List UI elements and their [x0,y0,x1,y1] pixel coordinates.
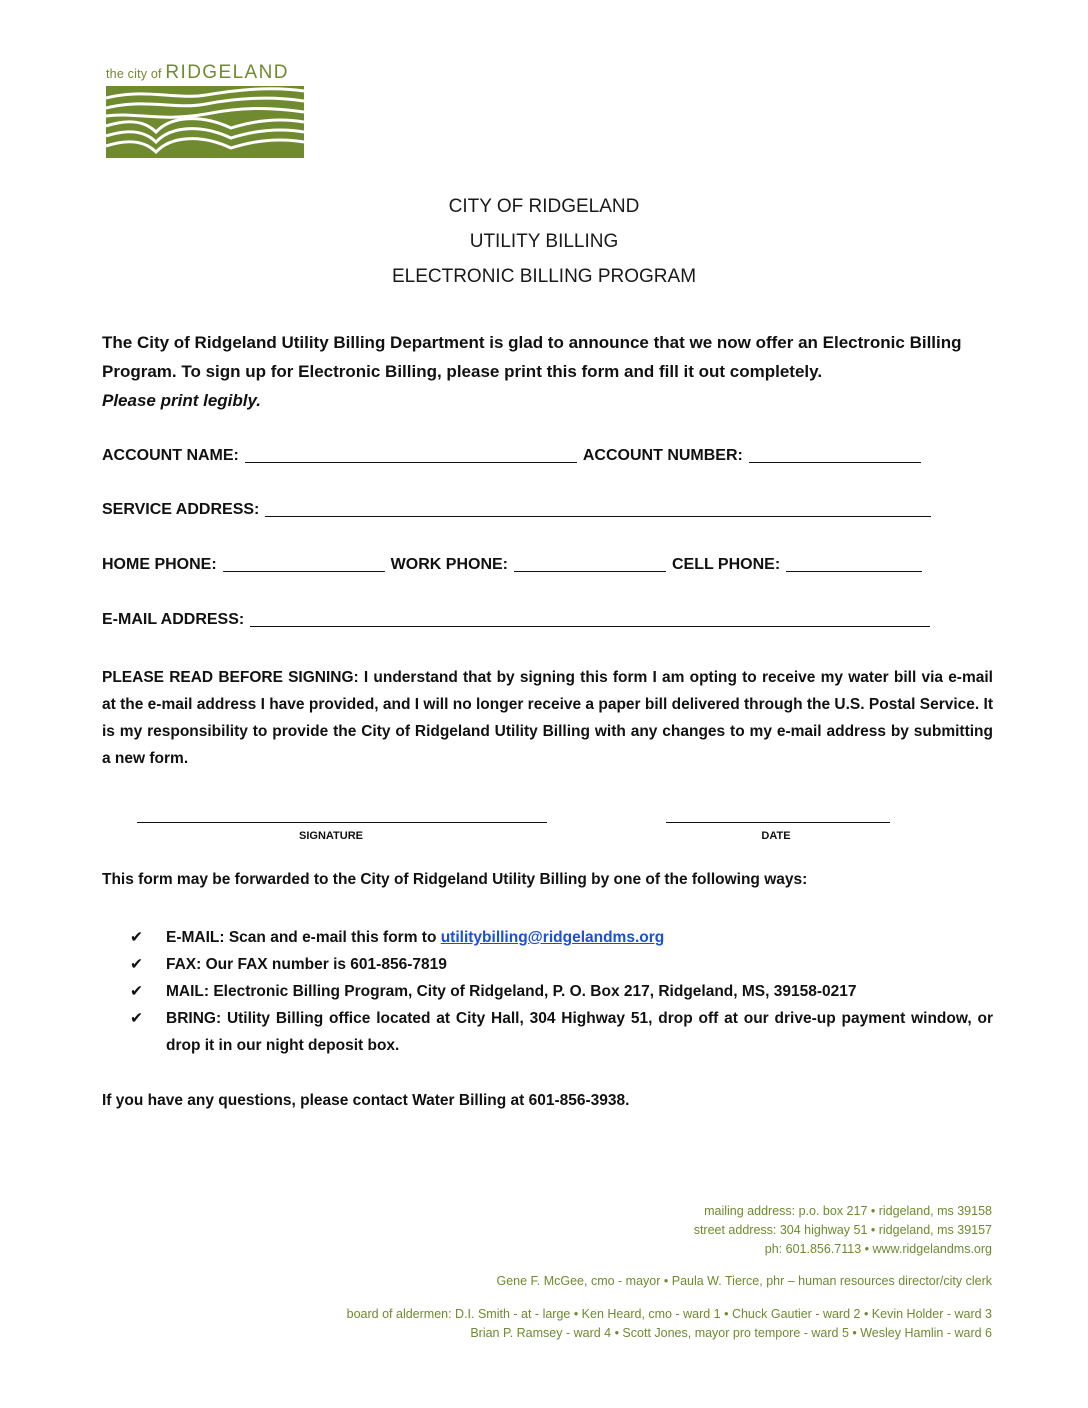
home-phone-line[interactable] [223,555,385,572]
date-label: DATE [761,830,791,842]
home-phone-label: HOME PHONE: [102,556,217,573]
wave-emblem-icon [106,86,304,158]
email-address-label: E-MAIL ADDRESS: [102,611,245,628]
phone-row [102,555,928,574]
intro-text: The City of Ridgeland Utility Billing Department is glad to announce that we now offer an Electronic Billing Program. To sign up for Electronic Billing, please print this form and fill it out completely. [102,333,962,381]
method-bring-text: BRING: Utility Billing office located at City Hall, 304 Highway 51, drop off at our drive-up payment window, or drop it in our night deposit box. [166,1010,993,1054]
service-address-line[interactable] [265,500,931,517]
email-address-line[interactable] [250,610,930,627]
service-address-row [102,500,937,519]
signature-line[interactable] [137,822,547,823]
work-phone-line[interactable] [514,555,666,572]
method-fax [130,951,993,978]
checkmark-icon: ✔ [130,1010,143,1027]
footer-board-line1: board of aldermen: D.I. Smith - at - large • Ken Heard, cmo - ward 1 • Chuck Gautier - ward 2 • Kevin Holder - ward 3 [346,1307,992,1321]
signature-label: SIGNATURE [299,830,363,842]
method-mail [130,978,993,1005]
intro-italic-note: Please print legibly. [102,391,262,410]
city-logo [106,62,304,158]
email-row [102,610,936,629]
title-city: CITY OF RIDGELAND [448,196,640,217]
method-email [130,924,993,951]
method-bring [130,1005,993,1059]
title-program: ELECTRONIC BILLING PROGRAM [391,266,697,287]
checkmark-icon: ✔ [130,929,143,946]
cell-phone-line[interactable] [786,555,922,572]
footer-officials: Gene F. McGee, cmo - mayor • Paula W. Tierce, phr – human resources director/city clerk [496,1274,992,1288]
checkmark-icon: ✔ [130,956,143,973]
submission-methods-list [130,924,993,1059]
logo-city-name: RIDGELAND [165,62,289,83]
account-number-label: ACCOUNT NUMBER: [582,447,743,464]
utility-billing-email-link[interactable]: utilitybilling@ridgelandms.org [440,929,665,946]
signing-notice: PLEASE READ BEFORE SIGNING: I understand that by signing this form I am opting to receive my water bill via e-mail at the e-mail address I have provided, and I will no longer receive a paper bill delivered through the U.S. Postal Service. It is my responsibility to provide the City of Ridgeland Utility Billing with any changes to my e-mail address by submitting a new form. [102,669,993,767]
method-fax-text: FAX: Our FAX number is 601-856-7819 [166,956,447,973]
intro-paragraph [102,328,997,415]
account-number-line[interactable] [749,446,921,463]
account-name-line[interactable] [245,446,577,463]
forward-instructions: This form may be forwarded to the City of Ridgeland Utility Billing by one of the following ways: [102,871,808,888]
account-row [102,446,927,465]
cell-phone-label: CELL PHONE: [672,556,781,573]
checkmark-icon: ✔ [130,983,143,1000]
footer-mailing-address: mailing address: p.o. box 217 • ridgeland, ms 39158 [704,1204,992,1218]
service-address-label: SERVICE ADDRESS: [102,501,260,518]
method-mail-text: MAIL: Electronic Billing Program, City of Ridgeland, P. O. Box 217, Ridgeland, MS, 39158-0217 [166,983,857,1000]
work-phone-label: WORK PHONE: [390,556,508,573]
footer-street-address: street address: 304 highway 51 • ridgeland, ms 39157 [693,1223,992,1237]
questions-contact: If you have any questions, please contact Water Billing at 601-856-3938. [102,1092,630,1109]
account-name-label: ACCOUNT NAME: [102,447,239,464]
footer-phone-website: ph: 601.856.7113 • www.ridgelandms.org [764,1242,992,1256]
title-utility-billing: UTILITY BILLING [469,231,619,252]
logo-prefix: the city of [106,67,162,81]
footer-board-line2: Brian P. Ramsey - ward 4 • Scott Jones, mayor pro tempore - ward 5 • Wesley Hamlin - ward 6 [470,1326,992,1340]
method-email-text: E-MAIL: Scan and e-mail this form to [166,929,441,946]
date-line[interactable] [666,822,890,823]
